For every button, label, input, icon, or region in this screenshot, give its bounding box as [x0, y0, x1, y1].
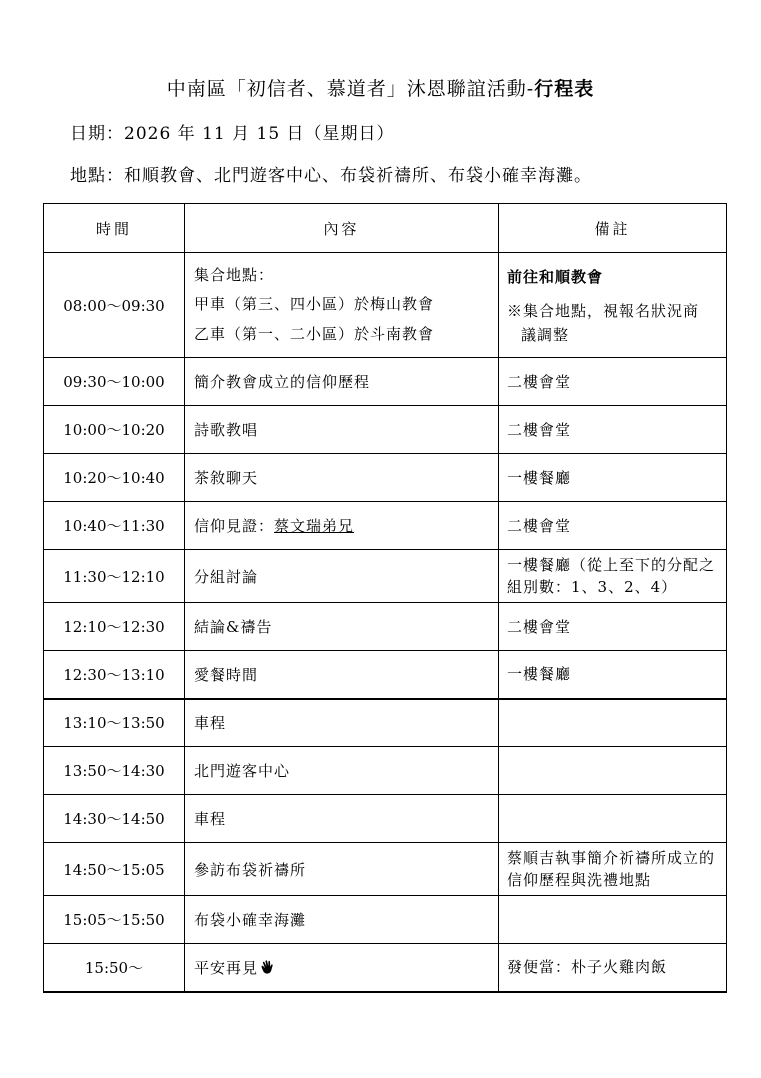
- content-line: 集合地點：: [194, 266, 275, 284]
- table-row: [44, 944, 727, 992]
- time-cell: 14:30～14:50: [44, 795, 185, 843]
- time-cell: 11:30～12:10: [44, 550, 185, 603]
- content-line: 乙車（第一、二小區）於斗南教會: [194, 325, 435, 343]
- note-cell: 蔡順吉執事簡介祈禱所成立的信仰歷程與洗禮地點: [499, 843, 727, 896]
- table-row: [44, 699, 727, 747]
- content-cell: 茶敘聊天: [185, 454, 499, 502]
- note-cell: 一樓餐廳: [499, 651, 727, 699]
- table-row: [44, 550, 727, 603]
- testimony-label: 信仰見證：: [194, 517, 275, 535]
- note-cell: 二樓會堂: [499, 502, 727, 550]
- time-cell: 10:20～10:40: [44, 454, 185, 502]
- time-cell: 13:10～13:50: [44, 699, 185, 747]
- note-cell: [499, 253, 727, 358]
- page-title-suffix: 行程表: [534, 78, 595, 100]
- content-cell: 北門遊客中心: [185, 747, 499, 795]
- content-cell: 簡介教會成立的信仰歷程: [185, 358, 499, 406]
- time-cell: 08:00～09:30: [44, 253, 185, 358]
- time-cell: 15:05～15:50: [44, 896, 185, 944]
- waving-hand-icon: [259, 959, 275, 975]
- schedule-table: [43, 203, 727, 993]
- header-content: 內容: [185, 204, 499, 253]
- note-cell: [499, 896, 727, 944]
- page-title: [0, 74, 761, 101]
- note-cell: 一樓餐廳: [499, 454, 727, 502]
- table-row: [44, 795, 727, 843]
- page-title-prefix: 中南區「初信者、慕道者」沐恩聯誼活動-: [166, 78, 535, 100]
- time-cell: 10:40～11:30: [44, 502, 185, 550]
- content-cell: [185, 502, 499, 550]
- time-cell: 09:30～10:00: [44, 358, 185, 406]
- table-row: [44, 651, 727, 699]
- time-cell: 15:50～: [44, 944, 185, 992]
- content-line: 甲車（第三、四小區）於梅山教會: [194, 295, 435, 313]
- table-row: [44, 406, 727, 454]
- table-row: [44, 896, 727, 944]
- header-note: 備註: [499, 204, 727, 253]
- content-cell: 詩歌教唱: [185, 406, 499, 454]
- content-cell: 參訪布袋祈禱所: [185, 843, 499, 896]
- table-row: [44, 454, 727, 502]
- time-cell: 13:50～14:30: [44, 747, 185, 795]
- table-header-row: [44, 204, 727, 253]
- time-cell: 10:00～10:20: [44, 406, 185, 454]
- note-remark-line: 議調整: [521, 326, 570, 344]
- header-time: 時間: [44, 204, 185, 253]
- note-remark: [507, 299, 720, 347]
- farewell-text: 平安再見: [194, 958, 259, 977]
- content-cell: 愛餐時間: [185, 651, 499, 699]
- time-cell: 12:10～12:30: [44, 603, 185, 651]
- event-locations: 地點：和順教會、北門遊客中心、布袋祈禱所、布袋小確幸海灘。: [70, 166, 592, 186]
- table-row: [44, 358, 727, 406]
- table-row: [44, 843, 727, 896]
- note-cell: 一樓餐廳（從上至下的分配之組別數：1、3、2、4）: [499, 550, 727, 603]
- content-cell: 車程: [185, 699, 499, 747]
- note-cell: 二樓會堂: [499, 603, 727, 651]
- time-cell: 14:50～15:05: [44, 843, 185, 896]
- content-cell: 布袋小確幸海灘: [185, 896, 499, 944]
- time-cell: 12:30～13:10: [44, 651, 185, 699]
- content-cell: [185, 253, 499, 358]
- content-cell: [185, 944, 499, 992]
- content-cell: 結論&禱告: [185, 603, 499, 651]
- note-cell: [499, 699, 727, 747]
- note-highlight: 前往和順教會: [507, 268, 604, 286]
- note-cell: [499, 747, 727, 795]
- note-remark-line: ※集合地點，視報名狀況商: [507, 302, 700, 320]
- content-cell: 分組討論: [185, 550, 499, 603]
- table-row: [44, 502, 727, 550]
- table-row: [44, 603, 727, 651]
- table-row: [44, 253, 727, 358]
- note-cell: [499, 795, 727, 843]
- note-cell: 發便當：朴子火雞肉飯: [499, 944, 727, 992]
- note-cell: 二樓會堂: [499, 358, 727, 406]
- table-row: [44, 747, 727, 795]
- content-cell: 車程: [185, 795, 499, 843]
- note-cell: 二樓會堂: [499, 406, 727, 454]
- event-date: 日期：2026 年 11 月 15 日（星期日）: [70, 124, 395, 144]
- testimony-speaker: 蔡文瑞弟兄: [274, 517, 355, 535]
